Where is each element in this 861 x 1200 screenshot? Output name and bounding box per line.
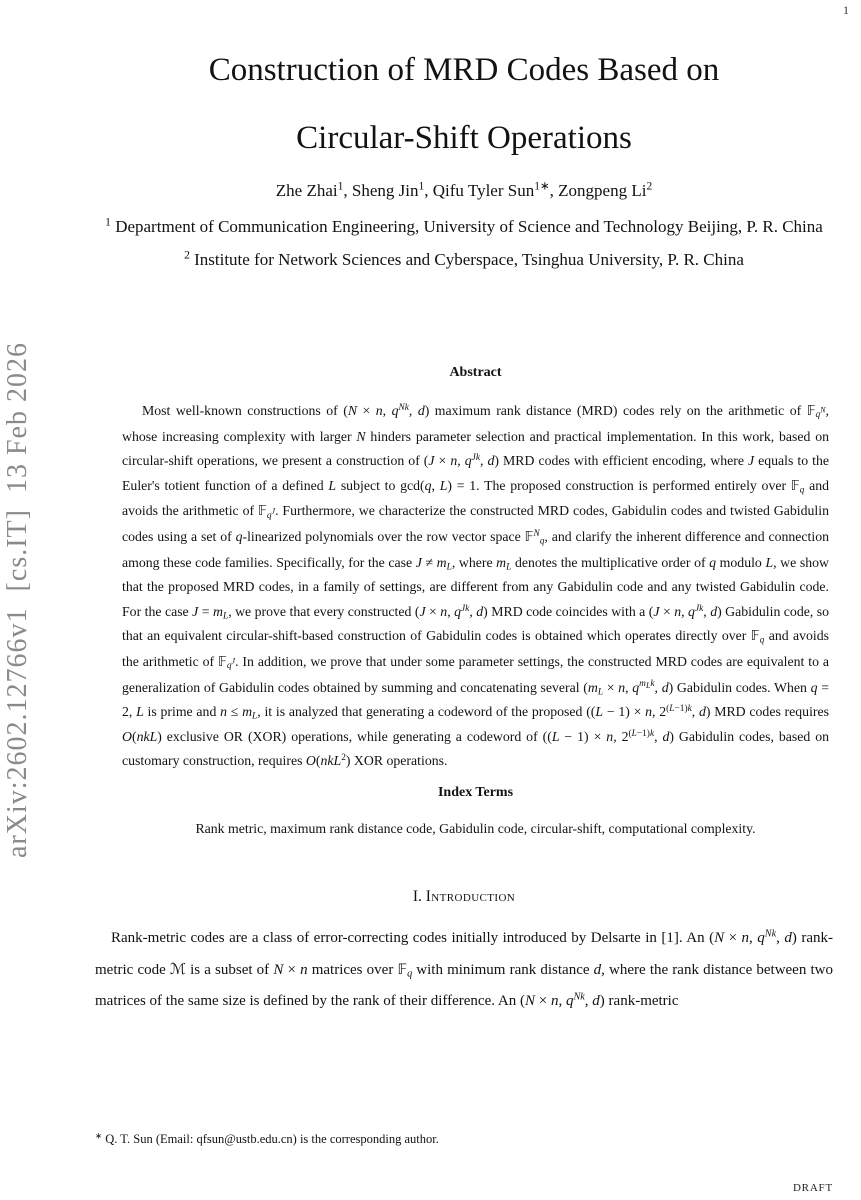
index-terms-section [95, 784, 833, 841]
section-title: Introduction [425, 887, 516, 905]
arxiv-watermark: arXiv:2602.12766v1 [cs.IT] 13 Feb 2026 [2, 342, 33, 858]
abstract-heading: Abstract [449, 365, 502, 380]
affiliation-2: $^2$ Institute for Network Sciences and Cyberspace, Tsinghua University, P. R. China [184, 248, 744, 269]
abstract-body: Most well-known constructions of (N × n, $q^{Nk}$, d) maximum rank distance (MRD) codes rely on the arithmetic of 𝔽$_{q^N}$, whose increasing complexity with larger N hinders parameter selection and practical implementation. In this work, based on circular-shift operations, we present a construction of (J × n, $q^{Jk}$, d) MRD codes with efficient encoding, where J equals to the Euler's totient function of a defined L subject to gcd(q, L) = 1. The proposed construction is performed entirely over 𝔽$_q$ and avoids the arithmetic of 𝔽$_{q^J}$. Furthermore, we characterize the constructed MRD codes, Gabidulin codes and twisted Gabidulin codes using a set of q-linearized polynomials over the row vector space 𝔽$^N_q$, and clarify the inherent difference and connection among these code families. Specifically, for the case $J \ne m_L$, where $m_L$ denotes the multiplicative order of q modulo L, we show that the proposed MRD codes, in a family of settings, are different from any Gabidulin code and any twisted Gabidulin code. For the case $J = m_L$, we prove that every constructed (J × n, $q^{Jk}$, d) MRD code coincides with a (J × n, $q^{Jk}$, d) Gabidulin code, so that an equivalent circular-shift-based construction of Gabidulin codes is obtained which operates directly over 𝔽$_q$ and avoids the arithmetic of 𝔽$_{q^J}$. In addition, we prove that under some parameter settings, the constructed MRD codes are equivalent to a generalization of Gabidulin codes obtained by summing and concatenating several ($m_L \times n$, $q^{m_Lk}$, d) Gabidulin codes. When q = 2, L is prime and $n \le m_L$, it is analyzed that generating a codeword of the proposed ((L − 1) × n, $2^{(L-1)k}$, d) MRD codes requires O(nkL) exclusive OR (XOR) operations, while generating a codeword of ((L − 1) × n, $2^{(L-1)k}$, d) Gabidulin codes, based on customary construction, requires O(nkL$^2$) XOR operations. [122, 402, 830, 769]
abstract-section [95, 364, 833, 774]
paper-title-line2: Circular-Shift Operations [296, 120, 632, 156]
page-number: 1 [843, 3, 849, 17]
corresponding-author-footnote: ∗ Q. T. Sun (Email: qfsun@ustb.edu.cn) is the corresponding author. [95, 1130, 439, 1146]
paper-title [95, 36, 833, 172]
affiliation-1: $^1$ Department of Communication Engineering, University of Science and Technology Beijing, P. R. China [105, 215, 823, 236]
draft-footer-label: DRAFT [792, 1182, 833, 1194]
index-terms-body: Rank metric, maximum rank distance code, Gabidulin code, circular-shift, computational complexity. [195, 820, 756, 836]
affiliation-list [95, 210, 833, 276]
author-list: Zhe Zhai$^1$, Sheng Jin$^1$, Qifu Tyler Sun$^{1∗}$, Zongpeng Li$^2$ [275, 179, 653, 200]
section-heading-introduction [95, 885, 833, 909]
index-terms-heading: Index Terms [437, 784, 514, 800]
introduction-paragraph: Rank-metric codes are a class of error-correcting codes initially introduced by Delsarte in [1]. An (N × n, $q^{Nk}$, d) rank-metric code ℳ is a subset of N × n matrices over 𝔽$_q$ with minimum rank distance d, where the rank distance between two matrices of the same size is defined by the rank of their difference. An (N × n, $q^{Nk}$, d) rank-metric [95, 928, 834, 1009]
section-number: I. [412, 887, 422, 905]
paper-title-line1: Construction of MRD Codes Based on [208, 52, 720, 88]
